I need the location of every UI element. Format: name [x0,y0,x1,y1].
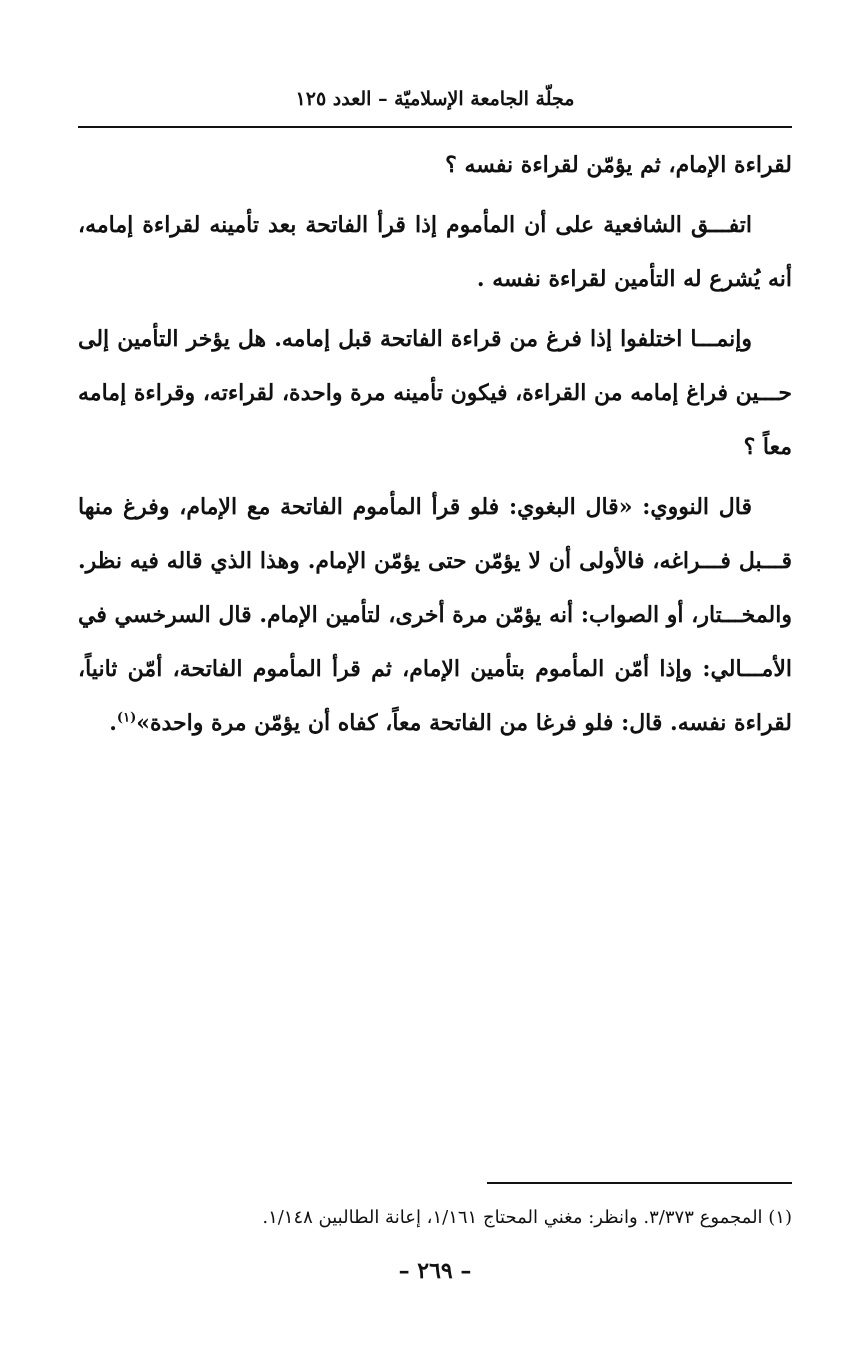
footnote-1: (١) المجموع ٣/٣٧٣. وانظر: مغني المحتاج ١/١٦١، إعانة الطالبين ١/١٤٨. [262,1207,792,1228]
paragraph-4 [78,480,792,750]
paragraph-2: اتفـــق الشافعية على أن المأموم إذا قرأ الفاتحة بعد تأمينه لقراءة إمامه، أنه يُشرع له التأمين لقراءة نفسه . [78,212,792,292]
footnote-divider [487,1182,792,1184]
paragraph-4-text: قال النووي: «قال البغوي: فلو قرأ المأموم الفاتحة مع الإمام، وفرغ منها قـــبل فـــراغه، فالأولى أن لا يؤمّن حتى يؤمّن الإمام. وهذا الذي قاله فيه نظر. والمخـــتار، أو الصواب: أنه يؤمّن مرة أخرى، لتأمين الإمام. قال السرخسي في الأمـــالي: وإذا أمّن المأموم بتأمين الإمام، ثم قرأ المأموم الفاتحة، أمّن ثانياً، لقراءة نفسه. قال: فلو فرغا من الفاتحة معاً، كفاه أن يؤمّن مرة واحدة» [78,494,792,736]
journal-header: مجلّة الجامعة الإسلاميّة – العدد ١٢٥ [295,88,575,110]
main-text [78,138,792,756]
page-number: – ٢٦٩ – [398,1258,472,1284]
header-divider [78,126,792,128]
paragraph-1: لقراءة الإمام، ثم يؤمّن لقراءة نفسه ؟ [445,152,792,178]
paragraph-4-end: . [109,710,117,736]
paragraph-3: وإنمـــا اختلفوا إذا فرغ من قراءة الفاتحة قبل إمامه. هل يؤخر التأمين إلى حـــين فراغ إمامه من القراءة، فيكون تأمينه مرة واحدة، لقراءته، وقراءة إمامه معاً ؟ [78,326,792,460]
footnote-reference[interactable]: (١) [116,710,137,726]
